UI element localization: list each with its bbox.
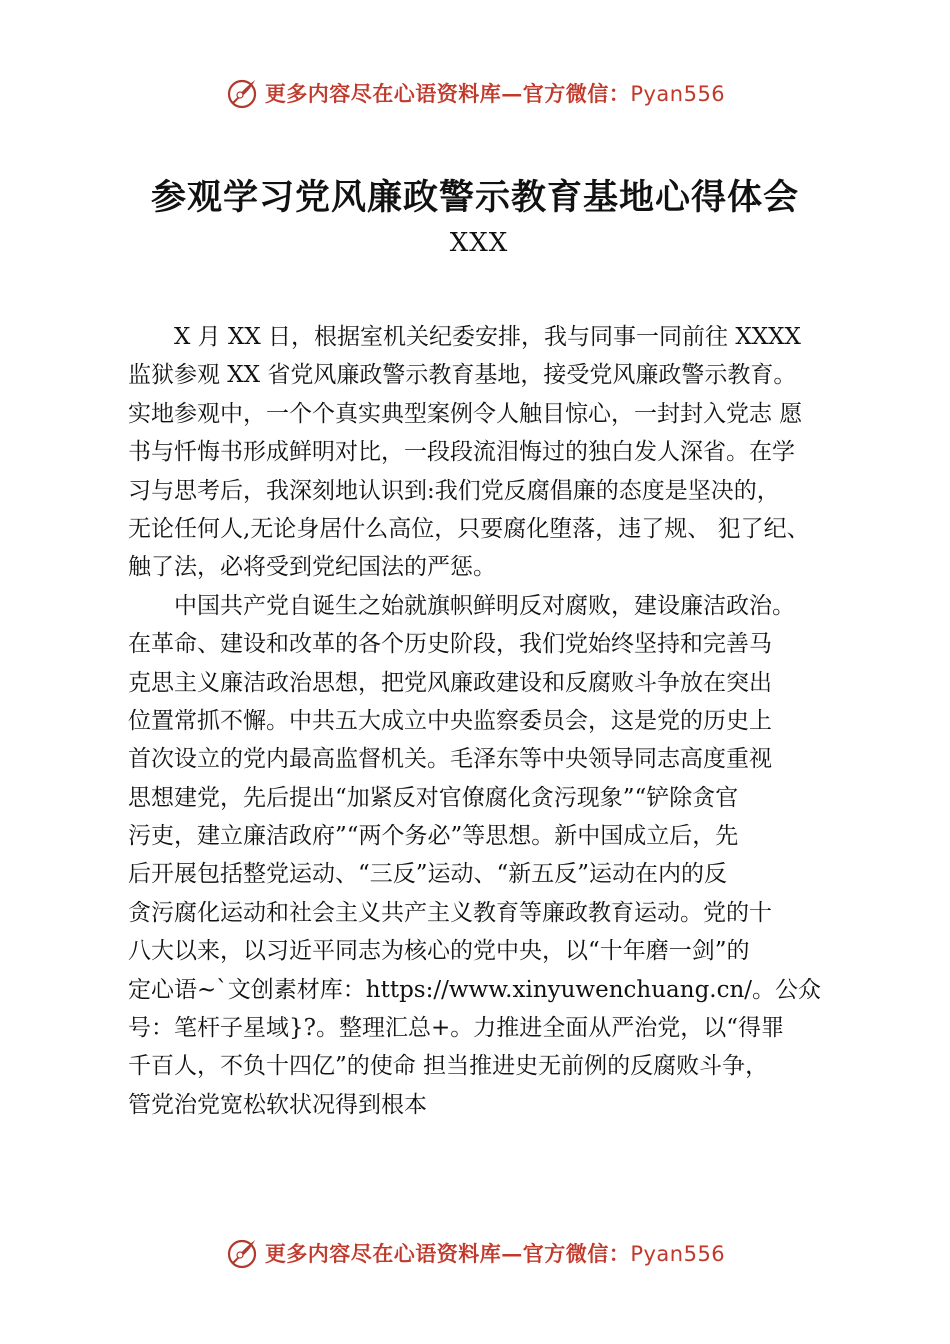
quill-pen-logo-icon (225, 76, 259, 110)
document-author: XXX (449, 228, 509, 258)
text-line: 思想建党，先后提出“加紧反对官僚腐化贪污现象”“铲除贪官 (128, 784, 739, 811)
text-line: 习与思考后，我深刻地认识到:我们党反腐倡廉的态度是坚决的， (128, 477, 780, 504)
text-line: 污吏，建立廉洁政府”“两个务必”等思想。新中国成立后，先 (128, 823, 739, 850)
text-line: 实地参观中，一个个真实典型案例令人触目惊心，一封封入党志 愿 (128, 400, 803, 427)
quill-pen-logo-icon (225, 1236, 259, 1270)
text-line: 监狱参观 XX 省党风廉政警示教育基地，接受党风廉政警示教育。 (128, 362, 797, 389)
document-title: 参观学习党风廉政警示教育基地心得体会 (150, 177, 799, 218)
text-line: 千百人，不负十四亿”的使命 担当推进史无前例的反腐败斗争， (128, 1053, 769, 1080)
text-line: 无论任何人,无论身居什么高位，只要腐化堕落，违了规、 犯了纪、 (128, 515, 810, 542)
text-line: 触了法，必将受到党纪国法的严惩。 (128, 554, 496, 581)
header-banner (0, 73, 950, 113)
text-line: 在革命、建设和改革的各个历史阶段，我们党始终坚持和完善马 (128, 631, 772, 658)
banner-text (265, 78, 725, 108)
text-line: 贪污腐化运动和社会主义共产主义教育等廉政教育运动。党的十 (128, 899, 772, 926)
paragraph-1 (128, 318, 853, 587)
text-line: 中国共产党自诞生之始就旗帜鲜明反对腐败，建设廉洁政治。 (128, 592, 795, 619)
paragraph-2 (128, 587, 853, 1124)
banner-caption: 更多内容尽在心语资料库—官方微信： (264, 81, 631, 106)
text-line: 号：笔杆子星域}?。整理汇总+。力推进全面从严治党，以“得罪 (128, 1015, 784, 1042)
text-line: 定心语~`文创素材库：https://www.xinyuwenchuang.cn/。公众 (128, 976, 822, 1003)
text-line: X 月 XX 日，根据室机关纪委安排，我与同事一同前往 XXXX (128, 324, 801, 350)
wechat-id: Pyan556 (630, 1242, 726, 1266)
text-line: 首次设立的党内最高监督机关。毛泽东等中央领导同志高度重视 (128, 746, 772, 773)
text-line: 克思主义廉洁政治思想，把党风廉政建设和反腐败斗争放在突出 (128, 669, 772, 696)
wechat-id: Pyan556 (630, 82, 726, 106)
text-line: 位置常抓不懈。中共五大成立中央监察委员会，这是党的历史上 (128, 707, 772, 734)
text-line: 八大以来，以习近平同志为核心的党中央，以“十年磨一剑”的 (128, 938, 750, 965)
text-line: 书与忏悔书形成鲜明对比，一段段流泪悔过的独白发人深省。在学 (128, 439, 795, 466)
banner-caption: 更多内容尽在心语资料库—官方微信： (264, 1241, 631, 1266)
banner-text (265, 1238, 725, 1268)
text-line: 后开展包括整党运动、“三反”运动、“新五反”运动在内的反 (128, 861, 728, 888)
footer-banner (0, 1233, 950, 1273)
document-body (128, 318, 853, 1124)
text-line: 管党治党宽松软状况得到根本 (128, 1091, 427, 1118)
